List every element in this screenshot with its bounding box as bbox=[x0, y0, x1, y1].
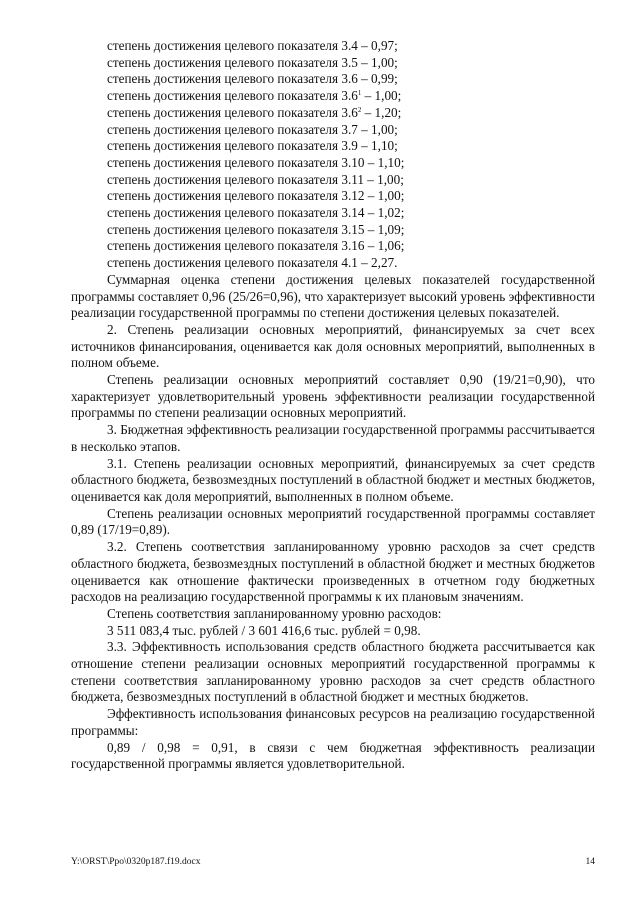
indicator-prefix: степень достижения целевого показателя bbox=[107, 188, 339, 204]
indicator-value: 1,00; bbox=[377, 171, 404, 187]
paragraph-section-3-3-label: Эффективность использования финансовых ресурсов на реализацию государственной программы: bbox=[71, 706, 595, 738]
indicator-value: 0,99; bbox=[371, 71, 398, 87]
indicator-value: 1,02; bbox=[377, 205, 405, 221]
indicator-line: степень достижения целевого показателя 3.14 – 1,02; bbox=[107, 205, 405, 221]
paragraph-section-3-1-result: Степень реализации основных мероприятий государственной программы составляет 0,89 (17/19=0,89). bbox=[71, 505, 595, 538]
indicator-value: 1,09; bbox=[377, 221, 405, 237]
indicator-prefix: степень достижения целевого показателя bbox=[107, 171, 339, 187]
paragraph-section-3-3-result: 0,89 / 0,98 = 0,91, в связи с чем бюджетная эффективность реализации государственной программы является удовлетворительной. bbox=[71, 739, 595, 772]
indicator-line: степень достижения целевого показателя 3.7 – 1,00; bbox=[107, 121, 398, 137]
indicator-value: 2,27. bbox=[371, 255, 398, 271]
indicator-number: 3.9 bbox=[341, 138, 358, 154]
file-path: Y:\ORST\Ppo\0320p187.f19.docx bbox=[71, 857, 201, 867]
paragraph-section-3-3: 3.3. Эффективность использования средств областного бюджета рассчитывается как отношение степени реализации основных мероприятий государственной программы к степени соответствия запланированному уровню расходов за счет средств областного бюджета, безвозмездных поступлений в областной бюджет и местных бюджетов. bbox=[71, 639, 595, 705]
indicator-prefix: степень достижения целевого показателя bbox=[107, 71, 339, 87]
indicator-prefix: степень достижения целевого показателя bbox=[107, 221, 339, 237]
indicator-number: 4.1 bbox=[341, 255, 358, 271]
indicator-number: 3.11 bbox=[341, 171, 364, 187]
indicator-list bbox=[71, 38, 595, 272]
page-number: 14 bbox=[585, 857, 595, 867]
indicator-number: 3.6 bbox=[341, 88, 358, 104]
indicator-line: степень достижения целевого показателя 3.9 – 1,10; bbox=[107, 138, 398, 154]
indicator-number: 3.6 bbox=[341, 104, 358, 120]
indicator-number: 3.4 bbox=[341, 38, 358, 53]
paragraph-summary: Суммарная оценка степени достижения целевых показателей государственной программы составляет 0,96 (25/26=0,96), что характеризует высокий уровень эффективности реализации государственной программы по степени достижения целевых показателей. bbox=[71, 271, 595, 321]
indicator-value: 0,97; bbox=[371, 38, 398, 53]
indicator-prefix: степень достижения целевого показателя bbox=[107, 38, 339, 53]
indicator-number: 3.6 bbox=[341, 71, 358, 87]
indicator-line: степень достижения целевого показателя 4.1 – 2,27. bbox=[107, 255, 398, 271]
indicator-number: 3.12 bbox=[341, 188, 365, 204]
indicator-superscript: 1 bbox=[357, 89, 362, 98]
indicator-value: 1,20; bbox=[374, 104, 402, 120]
indicator-value: 1,10; bbox=[377, 154, 405, 170]
indicator-prefix: степень достижения целевого показателя bbox=[107, 138, 339, 154]
indicator-prefix: степень достижения целевого показателя bbox=[107, 88, 339, 104]
indicator-value: 1,00; bbox=[371, 54, 398, 70]
indicator-line: степень достижения целевого показателя 3.11 – 1,00; bbox=[107, 171, 404, 187]
indicator-prefix: степень достижения целевого показателя bbox=[107, 104, 339, 120]
indicator-value: 1,00; bbox=[377, 188, 405, 204]
paragraph-section-2: 2. Степень реализации основных мероприятий, финансируемых за счет всех источников финансирования, оценивается как доля основных мероприятий, выполненных в полном объеме. bbox=[71, 321, 595, 371]
paragraph-section-3-1: 3.1. Степень реализации основных мероприятий, финансируемых за счет средств областного бюджета, безвозмездных поступлений в областной бюджет и местных бюджетов, оценивается как доля мероприятий, выполненных в полном объеме. bbox=[71, 455, 595, 504]
indicator-prefix: степень достижения целевого показателя bbox=[107, 205, 339, 221]
document-body bbox=[71, 38, 595, 773]
indicator-line: степень достижения целевого показателя 3.12 – 1,00; bbox=[107, 188, 405, 204]
indicator-value: 1,00; bbox=[374, 88, 402, 104]
indicator-line: степень достижения целевого показателя 3.10 – 1,10; bbox=[107, 154, 405, 170]
indicator-line: степень достижения целевого показателя 3.6 – 0,99; bbox=[107, 71, 398, 87]
indicator-number: 3.7 bbox=[341, 121, 358, 137]
indicator-number: 3.16 bbox=[341, 238, 365, 254]
indicator-value: 1,06; bbox=[377, 238, 405, 254]
indicator-line: степень достижения целевого показателя $3.6^1 - 1,00$; bbox=[107, 88, 402, 104]
indicator-line: степень достижения целевого показателя 3.4 – 0,97; bbox=[107, 38, 398, 53]
indicator-value: 1,00; bbox=[371, 121, 398, 137]
indicator-prefix: степень достижения целевого показателя bbox=[107, 238, 339, 254]
indicator-superscript: 2 bbox=[357, 105, 362, 114]
indicator-line: степень достижения целевого показателя 3.15 – 1,09; bbox=[107, 221, 405, 237]
paragraph-section-3-2: 3.2. Степень соответствия запланированному уровню расходов за счет средств областного бюджета, безвозмездных поступлений в областной бюджет и местных бюджетов оценивается как отношение фактически произведенных в отчетном году бюджетных расходов на реализацию государственной программы к их плановым значениям. bbox=[71, 539, 595, 605]
indicator-line: степень достижения целевого показателя $3.6^2 - 1,20$; bbox=[107, 104, 402, 120]
indicator-number: 3.15 bbox=[341, 221, 365, 237]
paragraph-section-3-2-label: Степень соответствия запланированному уровню расходов: bbox=[107, 605, 442, 621]
paragraph-section-3: 3. Бюджетная эффективность реализации государственной программы рассчитывается в несколько этапов. bbox=[71, 422, 595, 454]
paragraph-section-3-2-formula: 3 511 083,4 тыс. рублей / 3 601 416,6 тыс. рублей = 0,98. bbox=[107, 622, 421, 638]
indicator-prefix: степень достижения целевого показателя bbox=[107, 154, 339, 170]
indicator-prefix: степень достижения целевого показателя bbox=[107, 121, 339, 137]
indicator-prefix: степень достижения целевого показателя bbox=[107, 255, 339, 271]
indicator-line: степень достижения целевого показателя 3.5 – 1,00; bbox=[107, 54, 398, 70]
indicator-value: 1,10; bbox=[371, 138, 398, 154]
indicator-number: 3.5 bbox=[341, 54, 358, 70]
paragraph-section-2-result: Степень реализации основных мероприятий составляет 0,90 (19/21=0,90), что характеризует удовлетворительный уровень эффективности реализации государственной программы по степени реализации основных мероприятий. bbox=[71, 372, 595, 421]
indicator-number: 3.14 bbox=[341, 205, 365, 221]
indicator-prefix: степень достижения целевого показателя bbox=[107, 54, 339, 70]
indicator-line: степень достижения целевого показателя 3.16 – 1,06; bbox=[107, 238, 405, 254]
indicator-number: 3.10 bbox=[341, 154, 365, 170]
